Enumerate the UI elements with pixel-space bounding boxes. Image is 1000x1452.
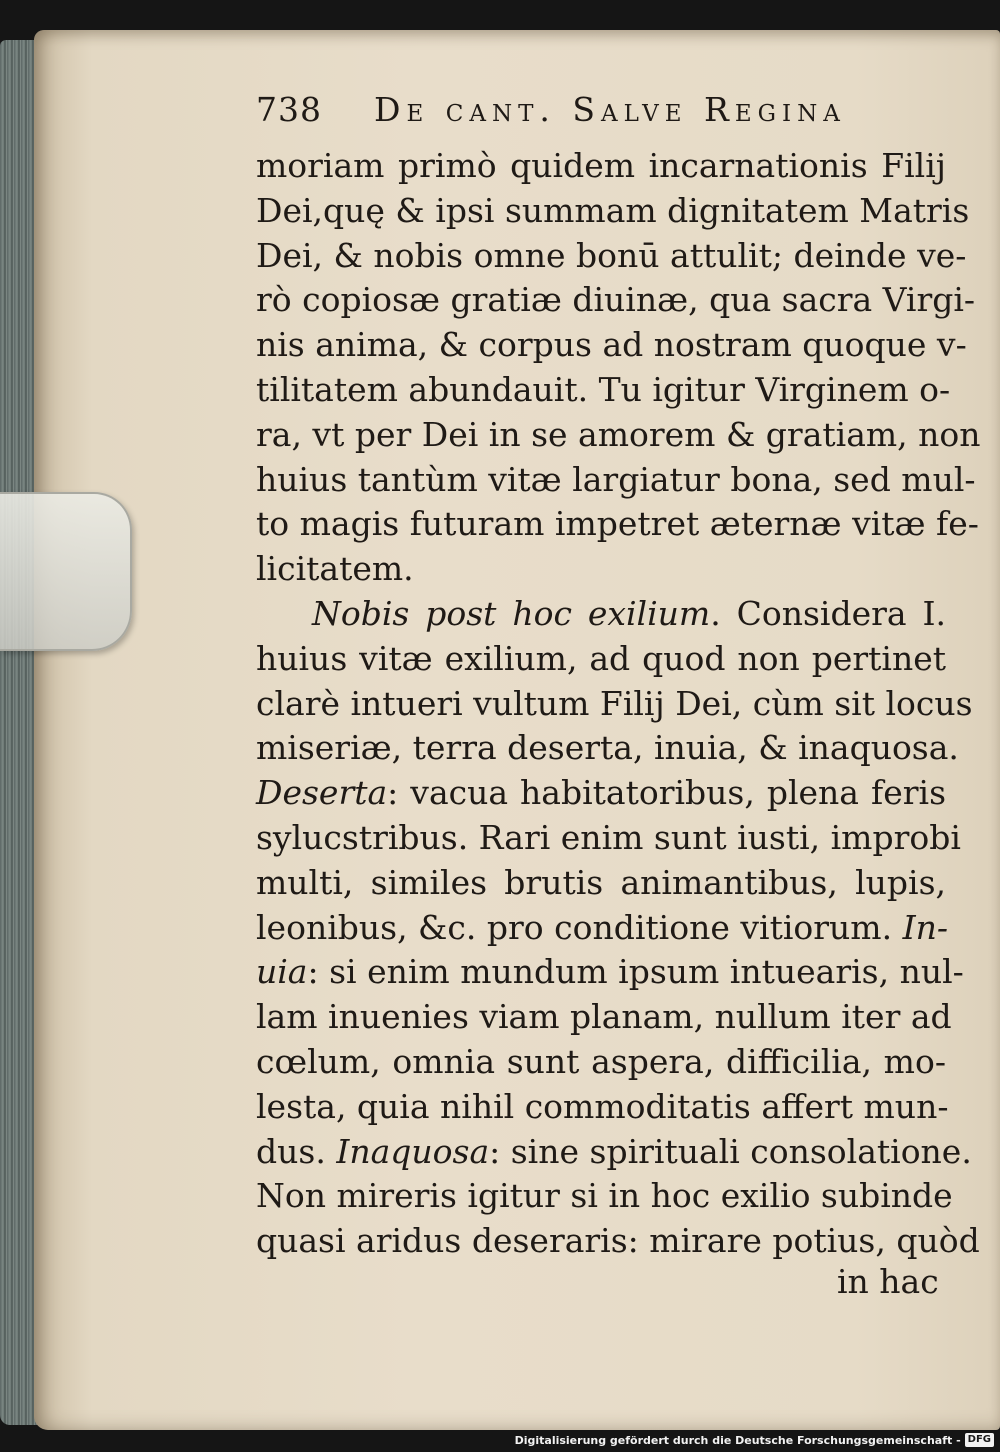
text-line: rò copiosæ gratiæ diuinæ, qua sacra Virgi-	[256, 280, 976, 320]
text-line: ra, vt per Dei in se amorem & gratiam, non	[256, 414, 981, 454]
page-number: 738	[256, 90, 322, 129]
text-line	[256, 1219, 980, 1264]
text-line	[256, 771, 946, 816]
text-line: Dei,quę & ipsi summam dignitatem Matris	[256, 190, 970, 230]
text-line	[256, 1174, 953, 1219]
line-text: miseriæ, terra deserta, inuia, & inaquosa.	[256, 728, 959, 768]
line-text-after: : sine spirituali consolatione.	[489, 1131, 972, 1171]
lemma-rest: . Considera I.	[710, 593, 946, 633]
text-line	[256, 1085, 949, 1130]
line-text: lesta, quia nihil commoditatis affert mun-	[256, 1086, 949, 1126]
text-line: Dei, & nobis omne bonū attulit; deinde ve-	[256, 235, 967, 275]
line-text: Non mireris igitur si in hoc exilio subinde	[256, 1176, 953, 1216]
text-line: licitatem.	[256, 549, 414, 589]
line-text: lam inuenies viam planam, nullum iter ad	[256, 997, 952, 1037]
text-line	[256, 637, 946, 682]
text-line	[256, 1130, 972, 1175]
running-title: De cant. Salve Regina	[374, 90, 846, 129]
text-line	[256, 906, 949, 951]
text-line	[256, 816, 961, 861]
digitization-banner	[515, 1431, 994, 1449]
italic-term: Deserta	[256, 773, 388, 813]
lemma-italic: Nobis post hoc exilium	[312, 593, 711, 633]
line-text: quasi aridus deseraris: mirare potius, quòd	[256, 1221, 980, 1261]
text-line: huius tantùm vitæ largiatur bona, sed mul-	[256, 459, 976, 499]
text-line	[256, 861, 946, 906]
line-text: sylucstribus. Rari enim sunt iusti, improbi	[256, 817, 961, 857]
paragraph-2	[256, 637, 980, 1264]
italic-term: uia	[256, 952, 308, 992]
text-line	[256, 726, 959, 771]
line-text: huius vitæ exilium, ad quod non pertinet	[256, 638, 946, 678]
italic-term: In-	[902, 907, 949, 947]
line-text: cœlum, omnia sunt aspera, difficilia, mo-	[256, 1041, 946, 1081]
bookmark-clip	[0, 492, 132, 651]
text-line	[256, 995, 952, 1040]
line-text: dus.	[256, 1131, 326, 1171]
text-block	[256, 86, 981, 1264]
text-line	[256, 950, 964, 995]
line-text: multi, similes brutis animantibus, lupis,	[256, 862, 946, 902]
paragraph-2-lead-line	[256, 592, 946, 637]
italic-term: Inaquosa	[336, 1131, 490, 1171]
text-line: to magis futuram impetret æternæ vitæ fe-	[256, 504, 979, 544]
banner-text: Digitalisierung gefördert durch die Deutsche Forschungsgemeinschaft -	[514, 1433, 961, 1447]
line-text: clarè intueri vultum Filij Dei, cùm sit locus	[256, 683, 973, 723]
text-line: nis anima, & corpus ad nostram quoque v-	[256, 325, 967, 365]
catchword: in hac	[837, 1262, 939, 1301]
line-text: : vacua habitatoribus, plena feris	[387, 773, 946, 813]
running-head	[256, 86, 956, 144]
line-text: : si enim mundum ipsum intuearis, nul-	[307, 952, 964, 992]
dfg-logo: DFG	[965, 1433, 994, 1447]
text-line	[256, 682, 973, 727]
paragraph-1	[256, 144, 981, 592]
line-text: leonibus, &c. pro conditione vitiorum.	[256, 907, 893, 947]
text-line: tilitatem abundauit. Tu igitur Virginem o-	[256, 369, 951, 409]
text-line: moriam primò quidem incarnationis Filij	[256, 146, 946, 185]
text-line	[256, 1040, 946, 1085]
